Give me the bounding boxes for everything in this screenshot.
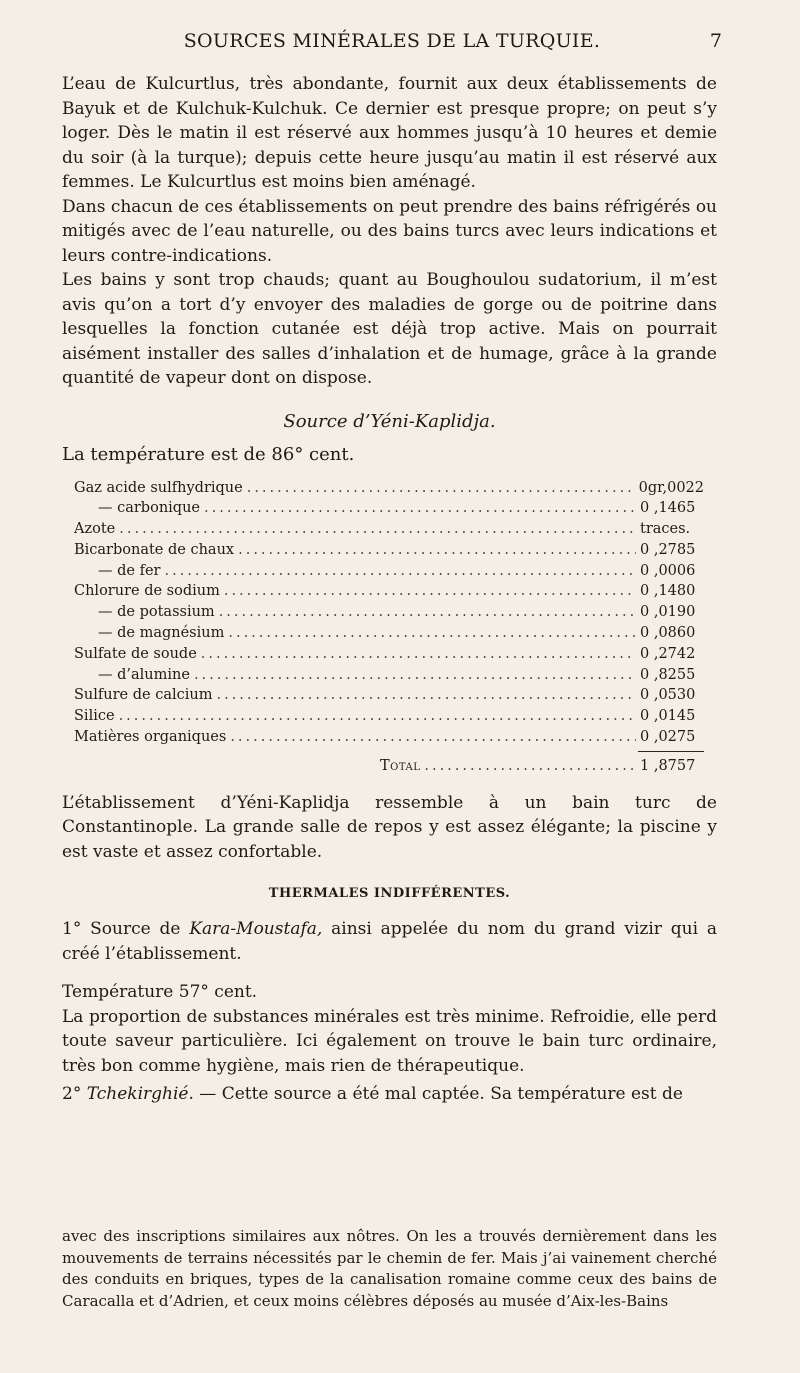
row-label: — de magnésium (98, 625, 225, 642)
leader-dots (119, 519, 636, 540)
leader-dots (194, 665, 636, 686)
row-value: 0 ,0145 (640, 708, 696, 725)
analysis-row (74, 602, 704, 623)
leader-dots (216, 685, 636, 706)
intro-paragraph-1: L’eau de Kulcurtlus, très abondante, fournit aux deux établissements de Bayuk et de Kulchuk-Kulchuk. Ce dernier est presque propre; on peut s’y loger. Dès le matin il est réservé aux hommes jusqu’à 10 heures et demie du soir (à la turque); depuis cette heure jusqu’au matin il est réservé aux femmes. Le Kulcurtlus est moins bien aménagé. (62, 74, 717, 192)
row-label: Bicarbonate de chaux (74, 541, 235, 558)
leader-dots (228, 623, 636, 644)
source-heading: Source d’Yéni-Kaplidja. (283, 410, 496, 432)
row-value: traces. (640, 521, 691, 538)
row-value: 0 ,2742 (640, 645, 696, 662)
analysis-row (74, 540, 704, 561)
row-label: — d’alumine (98, 666, 190, 683)
item-1-temperature: Température 57° cent. (62, 982, 258, 1003)
item-1-name: Kara-Moustafa, (189, 919, 323, 940)
leader-dots (247, 478, 635, 499)
row-label: — carbonique (98, 500, 200, 517)
leader-dots (424, 756, 636, 777)
row-value: 0 ,0530 (640, 687, 696, 704)
analysis-row (74, 706, 704, 727)
analysis-row (74, 581, 704, 602)
row-label: Sulfate de soude (74, 645, 197, 662)
row-value: 0 ,2785 (640, 541, 696, 558)
leader-dots (230, 727, 636, 748)
intro-paragraph-3: Les bains y sont trop chauds; quant au Boughoulou sudatorium, il m’est avis qu’on a tort d’y envoyer des maladies de gorge ou de poitrine dans lesquelles la fonction cutanée est déjà trop active. Mais on pourrait aisément installer des salles d’inhalation et de humage, grâce à la grande quantité de vapeur dont on dispose. (62, 270, 717, 388)
analysis-row (74, 665, 704, 686)
item-1-lead: 1° Source de (62, 919, 181, 940)
analysis-row (74, 498, 704, 519)
row-label: — de fer (98, 562, 161, 579)
analysis-table (74, 478, 704, 777)
intro-paragraph-2: Dans chacun de ces établissements on peut prendre des bains réfrigérés ou mitigés avec de l’eau naturelle, ou des bains turcs avec leurs indications et leurs contre-indications. (62, 196, 717, 266)
main-text (62, 72, 717, 1107)
row-value: 0 ,0275 (640, 729, 696, 746)
row-value: 0 ,8255 (640, 666, 696, 683)
leader-dots (204, 498, 636, 519)
row-label: — de potassium (98, 604, 215, 621)
item-2-paragraph (62, 1082, 717, 1107)
row-label: Matières organiques (74, 729, 227, 746)
leader-dots (238, 540, 636, 561)
item-1-description: La proportion de substances minérales est très minime. Refroidie, elle perd toute saveur particulière. Ici également on trouve le bain turc ordinaire, très bon comme hygiène, mais rien de thérapeutique. (62, 1006, 717, 1076)
analysis-row (74, 685, 704, 706)
row-value: 0 ,0860 (640, 625, 696, 642)
item-1-rest: ainsi appelée du nom du grand vizir qui a créé l’établissement. (62, 919, 717, 964)
row-label: Sulfure de calcium (74, 687, 213, 704)
establishment-paragraph: L’établissement d’Yéni-Kaplidja ressemble à un bain turc de Constantinople. La grande salle de repos y est assez élégante; la piscine y est vaste et assez confortable. (62, 792, 717, 862)
leader-dots (219, 602, 636, 623)
row-value: 0 ,1480 (640, 583, 696, 600)
row-value: 0 ,1465 (640, 500, 696, 517)
analysis-total-row (74, 756, 704, 777)
leader-dots (224, 581, 636, 602)
total-value: 1 ,8757 (640, 757, 696, 774)
analysis-row (74, 478, 704, 499)
row-value: 0gr,0022 (638, 479, 704, 496)
leader-dots (164, 561, 636, 582)
row-value: 0 ,0190 (640, 604, 696, 621)
row-value: 0 ,0006 (640, 562, 696, 579)
row-label: Chlorure de sodium (74, 583, 220, 600)
analysis-row (74, 644, 704, 665)
source-temperature: La température est de 86° cent. (62, 443, 355, 465)
item-2-lead: 2° (62, 1084, 82, 1105)
row-label: Silice (74, 708, 115, 725)
page-number: 7 (709, 30, 722, 52)
item-1-paragraph (62, 917, 717, 966)
total-rule (638, 751, 704, 752)
analysis-row (74, 519, 704, 540)
analysis-row (74, 623, 704, 644)
running-head (62, 30, 722, 58)
analysis-row (74, 561, 704, 582)
section-heading: THERMALES INDIFFÉRENTES. (268, 886, 511, 902)
leader-dots (201, 644, 636, 665)
row-label: Gaz acide sulfhydrique (74, 479, 243, 496)
row-label: Azote (74, 521, 116, 538)
item-2-rest: — Cette source a été mal captée. Sa température est de (199, 1084, 683, 1105)
footnote (62, 1226, 717, 1312)
footnote-text: avec des inscriptions similaires aux nôtres. On les a trouvés dernièrement dans les mouvements de terrains nécessités par le chemin de fer. Mais j’ai vainement cherché des conduits en briques, types de la canalisation romaine comme ceux des bains de Caracalla et d’Adrien, et ceux moins célèbres déposés au musée d’Aix-les-Bains (62, 1227, 717, 1310)
running-title: SOURCES MINÉRALES DE LA TURQUIE. (183, 30, 601, 52)
item-2-name: Tchekirghié. (86, 1084, 194, 1105)
leader-dots (119, 706, 636, 727)
analysis-row (74, 727, 704, 748)
total-label: Total (380, 757, 421, 774)
